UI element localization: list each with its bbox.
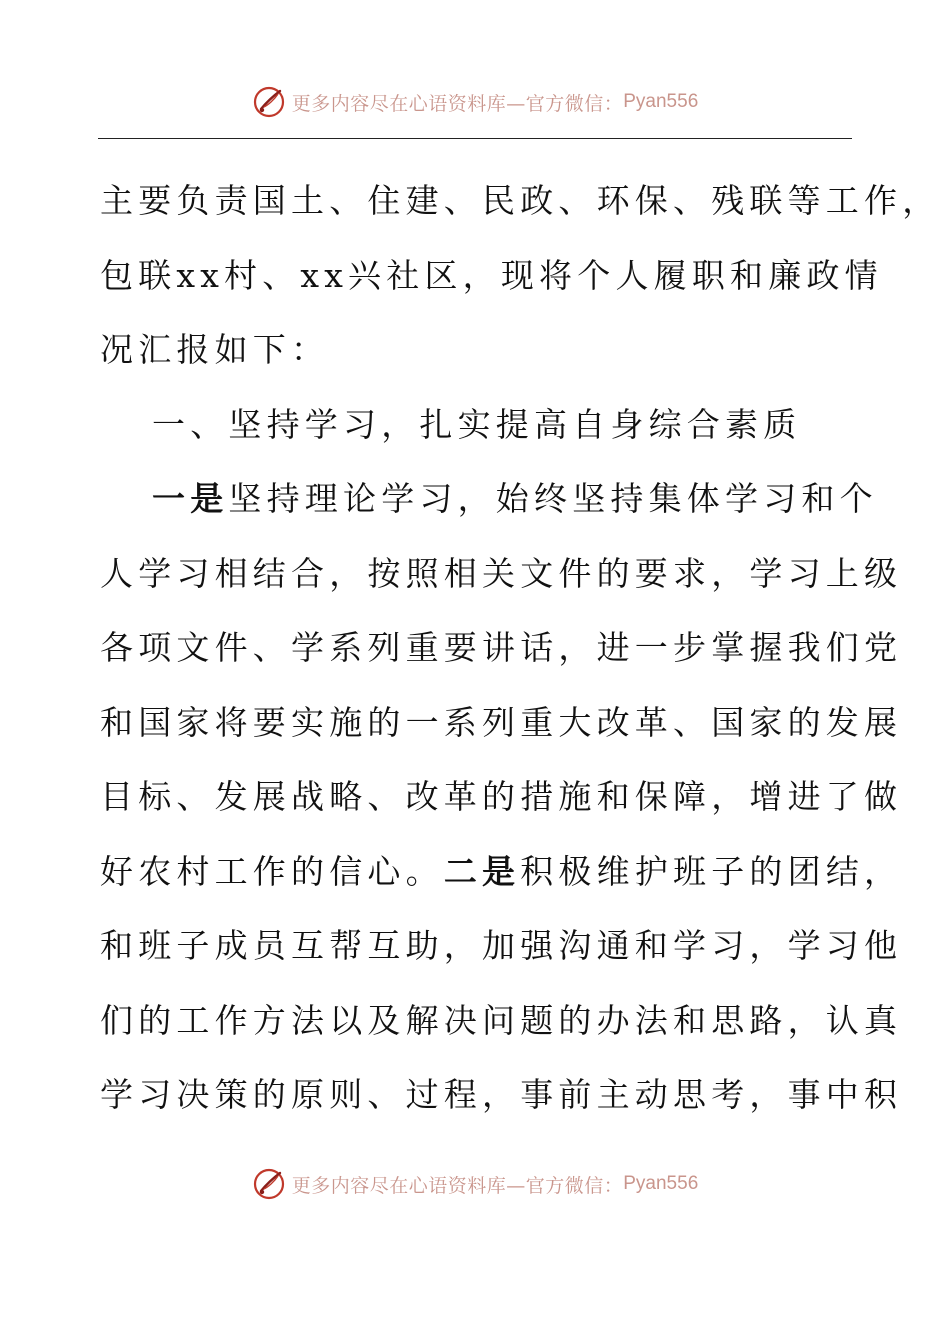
body-line: 好农村工作的信心。 — [100, 851, 444, 891]
section-heading: 一、坚持学习，扎实提高自身综合素质 — [152, 404, 802, 444]
banner-wechat-id: Pyan556 — [623, 91, 699, 112]
document-body — [100, 168, 941, 1137]
body-line: 主要负责国土、住建、民政、环保、残联等工作， — [100, 181, 941, 220]
point-two-label: 二是 — [443, 851, 521, 891]
footer-banner — [0, 1162, 950, 1206]
body-line: 和班子成员互帮互助，加强沟通和学习，学习他 — [100, 926, 903, 965]
body-line: 目标、发展战略、改革的措施和保障，增进了做 — [100, 777, 903, 816]
header-divider — [98, 138, 852, 139]
body-line: 和国家将要实施的一系列重大改革、国家的发展 — [100, 702, 903, 742]
quill-seal-icon — [252, 85, 286, 119]
quill-seal-icon — [252, 1167, 286, 1201]
banner-wechat-id: Pyan556 — [623, 1173, 699, 1194]
paragraph-first-line — [100, 466, 878, 541]
point-one-label: 一是 — [152, 479, 229, 518]
header-banner — [0, 80, 950, 124]
banner-text: 更多内容尽在心语资料库— — [291, 1174, 526, 1197]
body-line: 人学习相结合，按照相关文件的要求，学习上级 — [100, 553, 903, 593]
banner-wechat-label: 官方微信： — [525, 92, 624, 115]
body-line: 坚持理论学习，始终坚持集体学习和个 — [228, 479, 878, 518]
body-line: 积极维护班子的团结， — [520, 851, 903, 891]
banner-text: 更多内容尽在心语资料库— — [291, 92, 526, 115]
mixed-line — [100, 839, 903, 914]
body-line: 们的工作方法以及解决问题的办法和思路，认真 — [100, 1000, 903, 1040]
body-line: 包联xx村、xx兴社区，现将个人履职和廉政情 — [100, 255, 883, 295]
body-line: 况汇报如下： — [100, 330, 330, 369]
banner-wechat-label: 官方微信： — [525, 1174, 624, 1197]
body-line: 各项文件、学系列重要讲话，进一步掌握我们党 — [100, 628, 903, 667]
body-line: 学习决策的原则、过程，事前主动思考，事中积 — [100, 1075, 903, 1114]
